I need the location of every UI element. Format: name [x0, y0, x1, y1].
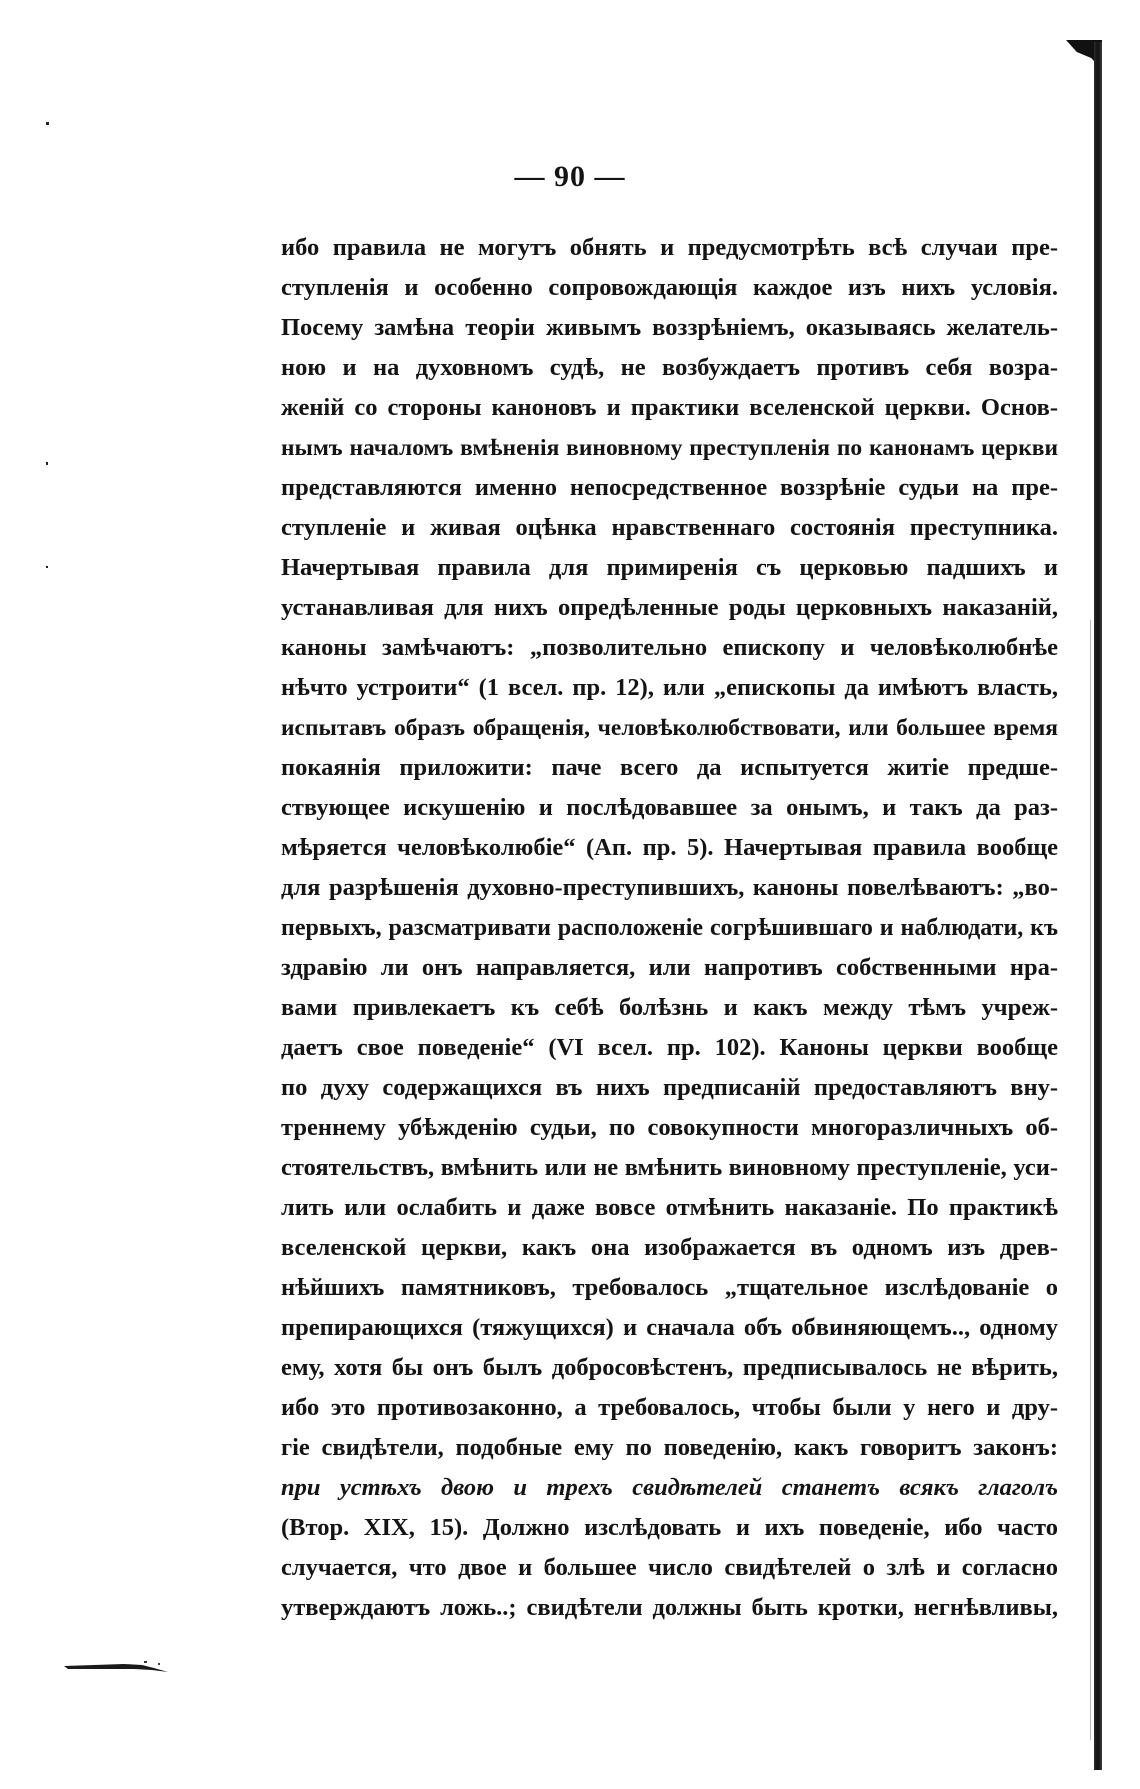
text-line: покаянія приложити: паче всего да испытуется житіе предше- — [281, 754, 1058, 781]
text-line: устанавливая для нихъ опредѣленные роды церковныхъ наказаній, — [281, 594, 1058, 621]
text-line: ибо это противозаконно, а требовалось, чтобы были у него и дру- — [281, 1394, 1058, 1421]
text-line: нѣчто устроити“ (1 всел. пр. 12), или „епископы да имѣютъ власть, — [281, 674, 1058, 701]
text-line: вселенской церкви, какъ она изображается въ одномъ изъ древ- — [281, 1234, 1058, 1261]
text-line: для разрѣшенія духовно-преступившихъ, каноны повелѣваютъ: „во- — [281, 874, 1058, 901]
text-line: Посему замѣна теоріи живымъ воззрѣніемъ, оказываясь желатель- — [281, 314, 1058, 341]
text-line: ступленіе и живая оцѣнка нравственнаго состоянія преступника. — [281, 514, 1058, 541]
text-line: (Втор. XIX, 15). Должно изслѣдовать и ихъ поведеніе, ибо часто — [281, 1514, 1058, 1541]
body-text — [281, 228, 1058, 1628]
text-line: ему, хотя бы онъ былъ добросовѣстенъ, предписывалось не вѣрить, — [281, 1354, 1058, 1381]
text-line: мѣряется человѣколюбіе“ (Ап. пр. 5). Начертывая правила вообще — [281, 834, 1058, 861]
margin-speck — [46, 462, 48, 465]
text-line: лить или ослабить и даже вовсе отмѣнить наказаніе. По практикѣ — [281, 1194, 1058, 1221]
text-line: каноны замѣчаютъ: „позволительно епископу и человѣколюбнѣе — [281, 634, 1058, 661]
text-line: ибо правила не могутъ обнять и предусмотрѣть всѣ случаи пре- — [281, 234, 1058, 261]
page-binding-edge — [1094, 42, 1102, 1770]
text-line: женій со стороны каноновъ и практики вселенской церкви. Основ- — [281, 394, 1058, 421]
text-line: вами привлекаетъ къ себѣ болѣзнь и какъ между тѣмъ учреж- — [281, 994, 1058, 1021]
text-line: даетъ свое поведеніе“ (VI всел. пр. 102). Каноны церкви вообще — [281, 1034, 1058, 1061]
text-line: гіе свидѣтели, подобные ему по поведенію, какъ говоритъ законъ: — [281, 1434, 1058, 1461]
text-line: ною и на духовномъ судѣ, не возбуждаетъ противъ себя возра- — [281, 354, 1058, 381]
margin-speck — [46, 566, 48, 568]
page-number: — 90 — — [514, 160, 626, 193]
text-line: испытавъ образъ обращенія, человѣколюбствовати, или большее время — [281, 715, 1058, 741]
text-line: представляются именно непосредственное воззрѣніе судьи на пре- — [281, 474, 1058, 501]
ink-smudge-mark — [64, 1660, 168, 1674]
scripture-quote-line: при устѣхъ двою и трехъ свидѣтелей станетъ всякъ глаголъ — [281, 1474, 1058, 1501]
text-line: Начертывая правила для примиренія съ церковью падшихъ и — [281, 554, 1058, 581]
text-line: по духу содержащихся въ нихъ предписаній предоставляютъ вну- — [281, 1074, 1058, 1101]
text-line: случается, что двое и большее число свидѣтелей о злѣ и согласно — [281, 1554, 1058, 1581]
text-line: стоятельствъ, вмѣнить или не вмѣнить виновному преступленіе, уси- — [281, 1154, 1058, 1181]
text-line: утверждаютъ ложь..; свидѣтели должны быть кротки, негнѣвливы, — [281, 1594, 1058, 1621]
text-line: ступленія и особенно сопровождающія каждое изъ нихъ условія. — [281, 274, 1058, 301]
text-line: препирающихся (тяжущихся) и сначала объ обвиняющемъ.., одному — [281, 1314, 1058, 1341]
margin-rule — [1090, 620, 1091, 1740]
text-line: нымъ началомъ вмѣненія виновному преступленія по канонамъ церкви — [281, 435, 1058, 461]
text-line: треннему убѣжденію судьи, по совокупности многоразличныхъ об- — [281, 1114, 1058, 1141]
margin-speck — [46, 122, 49, 125]
text-line: ствующее искушенію и послѣдовавшее за онымъ, и такъ да раз- — [281, 794, 1058, 821]
text-line: первыхъ, разсматривати расположеніе согрѣшившаго и наблюдати, къ — [281, 915, 1058, 941]
text-line: нѣйшихъ памятниковъ, требовалось „тщательное изслѣдованіе о — [281, 1274, 1058, 1301]
text-line: здравію ли онъ направляется, или напротивъ собственными нра- — [281, 954, 1058, 981]
